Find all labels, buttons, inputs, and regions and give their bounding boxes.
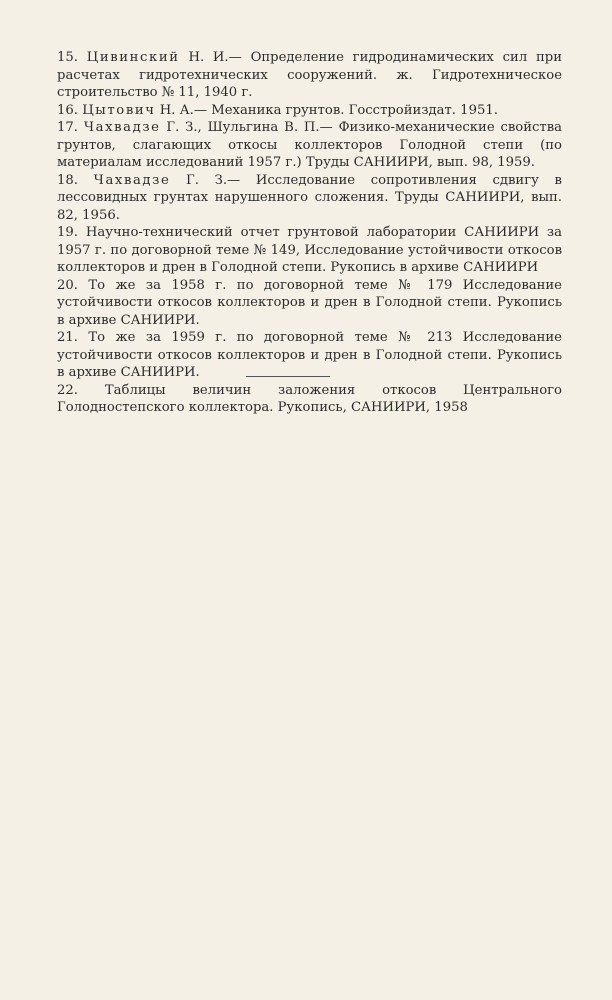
reference-number: 17.	[57, 120, 78, 135]
reference-author: Цытович	[82, 102, 156, 118]
reference-item	[57, 329, 562, 382]
reference-item	[57, 224, 562, 277]
reference-text: Научно-технический отчет грунтовой лаборатории САНИИРИ за 1957 г. по договорной теме № 149, Исследование устойчивости откосов коллекторов и дрен в Голодной степи. Рукопись в архиве САНИИРИ	[57, 225, 562, 275]
reference-number: 20.	[57, 277, 78, 293]
reference-item	[57, 277, 562, 330]
reference-text: То же за 1958 г. по договорной теме № 179 Исследование устойчивости откосов коллекторов и дрен в Голодной степи. Рукопись в архиве САНИИРИ.	[57, 277, 562, 328]
reference-author: Цивинский	[86, 50, 180, 65]
reference-item	[57, 172, 562, 225]
reference-number: 18.	[57, 172, 78, 188]
reference-item	[57, 102, 562, 120]
reference-text: Таблицы величин заложения откосов Центрального Голодностепского коллектора. Рукопись, САНИИРИ, 1958	[57, 382, 562, 415]
reference-item	[57, 119, 562, 172]
reference-item	[57, 49, 562, 102]
reference-text: Г. З., Шульгина В. П.— Физико-механические свойства грунтов, слагающих откосы коллекторов Голодной степи (по материалам исследований 1957 г.) Труды САНИИРИ, вып. 98, 1959.	[57, 120, 562, 170]
reference-list	[57, 49, 562, 417]
reference-text: Н. А.— Механика грунтов. Госстройиздат. 1951.	[155, 102, 498, 118]
reference-number: 21.	[57, 330, 78, 345]
reference-author: Чахвадзе	[93, 172, 171, 188]
reference-text: Г. З.— Исследование сопротивления сдвигу в лессовидных грунтах нарушенного сложения. Труды САНИИРИ, вып. 82, 1956.	[57, 172, 562, 223]
reference-author: Чахвадзе	[83, 120, 161, 135]
reference-number: 22.	[57, 382, 78, 398]
reference-text: Н. И.— Определение гидродинамических сил при расчетах гидротехнических сооружений. ж. Гидротехническое строительство № 11, 1940 г.	[57, 50, 562, 100]
reference-number: 19.	[57, 225, 78, 240]
reference-item	[57, 382, 562, 417]
reference-text: То же за 1959 г. по договорной теме № 213 Исследование устойчивости откосов коллекторов и дрен в Голодной степи. Рукопись в архиве САНИИРИ.	[57, 330, 562, 380]
reference-number: 16.	[57, 102, 78, 118]
reference-number: 15.	[57, 50, 78, 65]
section-divider	[246, 376, 330, 377]
